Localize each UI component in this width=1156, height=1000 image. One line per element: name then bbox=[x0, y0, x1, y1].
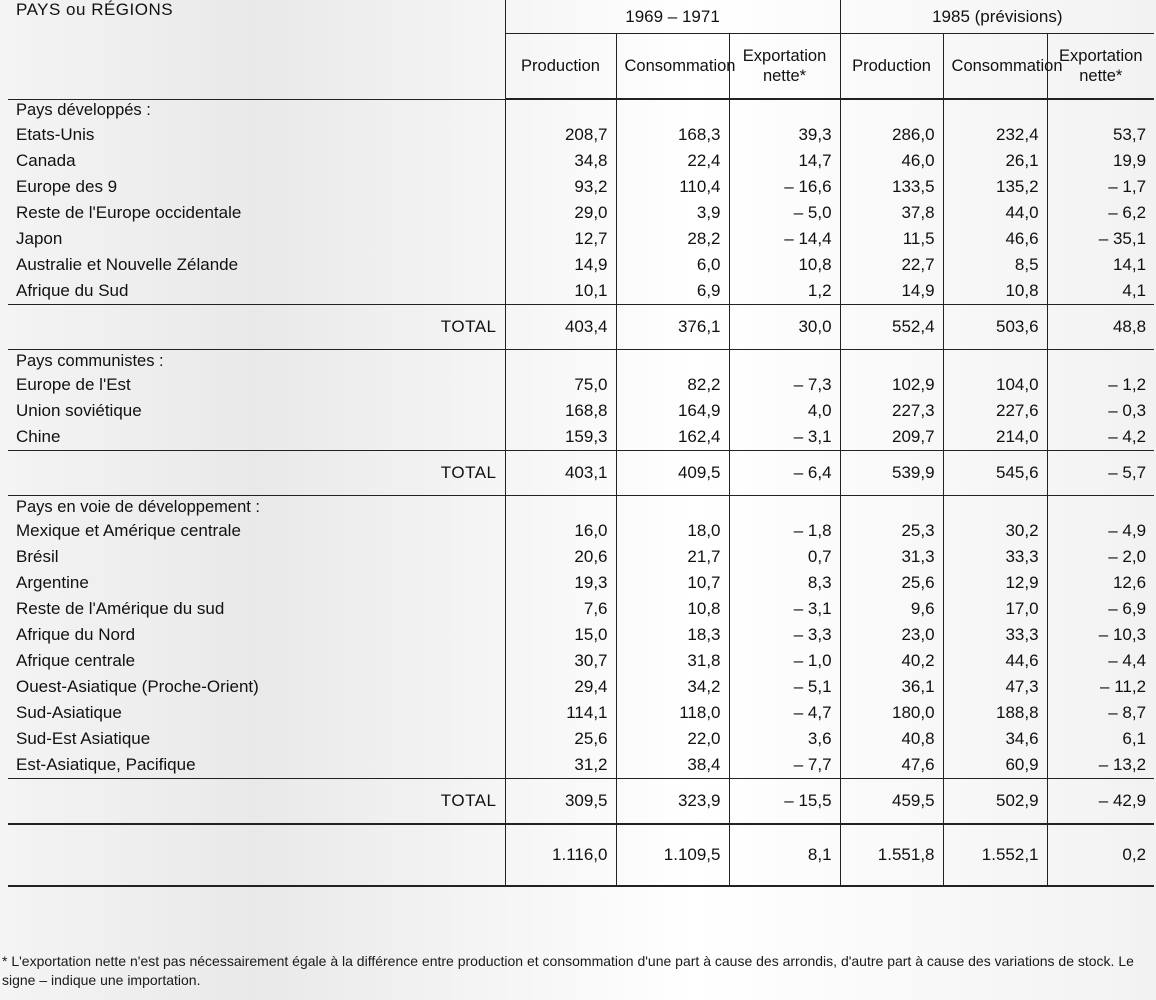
total-value: – 42,9 bbox=[1047, 779, 1154, 825]
value-cell: 29,4 bbox=[505, 674, 616, 700]
value-cell: 10,1 bbox=[505, 278, 616, 305]
row-label: Sud-Asiatique bbox=[8, 700, 505, 726]
header-consommation-1: Consommation bbox=[616, 34, 729, 100]
value-cell: 18,0 bbox=[616, 518, 729, 544]
value-cell: 8,5 bbox=[943, 252, 1047, 278]
value-cell: 208,7 bbox=[505, 122, 616, 148]
value-cell: 22,4 bbox=[616, 148, 729, 174]
value-cell: 10,8 bbox=[943, 278, 1047, 305]
value-cell: 6,9 bbox=[616, 278, 729, 305]
empty-cell bbox=[943, 350, 1047, 373]
data-table bbox=[8, 0, 1154, 887]
value-cell: 10,8 bbox=[729, 252, 840, 278]
value-cell: 40,2 bbox=[840, 648, 943, 674]
value-cell: 180,0 bbox=[840, 700, 943, 726]
value-cell: 9,6 bbox=[840, 596, 943, 622]
empty-cell bbox=[840, 99, 943, 122]
value-cell: 26,1 bbox=[943, 148, 1047, 174]
value-cell: 36,1 bbox=[840, 674, 943, 700]
value-cell: – 0,3 bbox=[1047, 398, 1154, 424]
value-cell: 1,2 bbox=[729, 278, 840, 305]
value-cell: 164,9 bbox=[616, 398, 729, 424]
row-label: Afrique du Nord bbox=[8, 622, 505, 648]
value-cell: 20,6 bbox=[505, 544, 616, 570]
value-cell: 214,0 bbox=[943, 424, 1047, 451]
total-value: 545,6 bbox=[943, 451, 1047, 496]
value-cell: 34,2 bbox=[616, 674, 729, 700]
empty-cell bbox=[1047, 496, 1154, 519]
value-cell: – 5,0 bbox=[729, 200, 840, 226]
value-cell: – 6,2 bbox=[1047, 200, 1154, 226]
value-cell: 10,7 bbox=[616, 570, 729, 596]
value-cell: 31,2 bbox=[505, 752, 616, 779]
value-cell: 162,4 bbox=[616, 424, 729, 451]
table-row bbox=[8, 122, 1154, 148]
value-cell: – 1,2 bbox=[1047, 372, 1154, 398]
value-cell: 46,6 bbox=[943, 226, 1047, 252]
empty-cell bbox=[616, 99, 729, 122]
value-cell: 14,9 bbox=[840, 278, 943, 305]
value-cell: 47,6 bbox=[840, 752, 943, 779]
value-cell: 16,0 bbox=[505, 518, 616, 544]
value-cell: 0,7 bbox=[729, 544, 840, 570]
group-header-row bbox=[8, 99, 1154, 122]
empty-cell bbox=[1047, 99, 1154, 122]
value-cell: 159,3 bbox=[505, 424, 616, 451]
value-cell: – 4,2 bbox=[1047, 424, 1154, 451]
value-cell: 15,0 bbox=[505, 622, 616, 648]
total-label: TOTAL bbox=[8, 451, 505, 496]
table-row bbox=[8, 398, 1154, 424]
value-cell: – 11,2 bbox=[1047, 674, 1154, 700]
value-cell: – 3,3 bbox=[729, 622, 840, 648]
value-cell: 104,0 bbox=[943, 372, 1047, 398]
grand-total-value: 1.116,0 bbox=[505, 824, 616, 886]
value-cell: 227,3 bbox=[840, 398, 943, 424]
grand-total-value: 1.552,1 bbox=[943, 824, 1047, 886]
total-row bbox=[8, 779, 1154, 825]
header-pays: PAYS ou RÉGIONS bbox=[8, 0, 505, 99]
header-production-1: Production bbox=[505, 34, 616, 100]
value-cell: 25,6 bbox=[840, 570, 943, 596]
row-label: Canada bbox=[8, 148, 505, 174]
value-cell: 22,0 bbox=[616, 726, 729, 752]
value-cell: 31,8 bbox=[616, 648, 729, 674]
value-cell: 232,4 bbox=[943, 122, 1047, 148]
value-cell: 12,7 bbox=[505, 226, 616, 252]
table-body bbox=[8, 99, 1154, 886]
value-cell: – 13,2 bbox=[1047, 752, 1154, 779]
value-cell: – 35,1 bbox=[1047, 226, 1154, 252]
grand-total-label bbox=[8, 824, 505, 886]
total-value: 503,6 bbox=[943, 305, 1047, 350]
value-cell: – 3,1 bbox=[729, 596, 840, 622]
value-cell: – 4,9 bbox=[1047, 518, 1154, 544]
value-cell: 4,0 bbox=[729, 398, 840, 424]
value-cell: 25,6 bbox=[505, 726, 616, 752]
value-cell: 29,0 bbox=[505, 200, 616, 226]
value-cell: 102,9 bbox=[840, 372, 943, 398]
empty-cell bbox=[1047, 350, 1154, 373]
empty-cell bbox=[729, 350, 840, 373]
value-cell: 17,0 bbox=[943, 596, 1047, 622]
empty-cell bbox=[943, 99, 1047, 122]
value-cell: 7,6 bbox=[505, 596, 616, 622]
value-cell: – 5,1 bbox=[729, 674, 840, 700]
value-cell: 44,0 bbox=[943, 200, 1047, 226]
value-cell: 53,7 bbox=[1047, 122, 1154, 148]
total-value: 403,1 bbox=[505, 451, 616, 496]
total-label: TOTAL bbox=[8, 305, 505, 350]
value-cell: 6,1 bbox=[1047, 726, 1154, 752]
grand-total-value: 0,2 bbox=[1047, 824, 1154, 886]
row-label: Afrique centrale bbox=[8, 648, 505, 674]
row-label: Australie et Nouvelle Zélande bbox=[8, 252, 505, 278]
value-cell: 3,9 bbox=[616, 200, 729, 226]
total-value: 403,4 bbox=[505, 305, 616, 350]
header-exportation-2: Exportation nette* bbox=[1047, 34, 1154, 100]
value-cell: 14,1 bbox=[1047, 252, 1154, 278]
value-cell: 93,2 bbox=[505, 174, 616, 200]
value-cell: – 14,4 bbox=[729, 226, 840, 252]
value-cell: – 7,7 bbox=[729, 752, 840, 779]
value-cell: – 7,3 bbox=[729, 372, 840, 398]
header-consommation-2: Consommation bbox=[943, 34, 1047, 100]
table-row bbox=[8, 674, 1154, 700]
table-row bbox=[8, 596, 1154, 622]
value-cell: – 4,4 bbox=[1047, 648, 1154, 674]
header-period-1969-1971: 1969 – 1971 bbox=[505, 0, 840, 34]
value-cell: – 6,9 bbox=[1047, 596, 1154, 622]
value-cell: 12,6 bbox=[1047, 570, 1154, 596]
value-cell: 22,7 bbox=[840, 252, 943, 278]
value-cell: 31,3 bbox=[840, 544, 943, 570]
table-row bbox=[8, 372, 1154, 398]
row-label: Argentine bbox=[8, 570, 505, 596]
value-cell: – 1,7 bbox=[1047, 174, 1154, 200]
value-cell: 40,8 bbox=[840, 726, 943, 752]
total-value: 323,9 bbox=[616, 779, 729, 825]
grand-total-value: 8,1 bbox=[729, 824, 840, 886]
header-exportation-1: Exportation nette* bbox=[729, 34, 840, 100]
value-cell: 10,8 bbox=[616, 596, 729, 622]
empty-cell bbox=[505, 99, 616, 122]
empty-cell bbox=[505, 496, 616, 519]
value-cell: 8,3 bbox=[729, 570, 840, 596]
value-cell: 82,2 bbox=[616, 372, 729, 398]
value-cell: 188,8 bbox=[943, 700, 1047, 726]
value-cell: 4,1 bbox=[1047, 278, 1154, 305]
empty-cell bbox=[505, 350, 616, 373]
table-row bbox=[8, 544, 1154, 570]
group-title: Pays en voie de développement : bbox=[8, 496, 505, 519]
total-row bbox=[8, 451, 1154, 496]
row-label: Reste de l'Europe occidentale bbox=[8, 200, 505, 226]
total-label: TOTAL bbox=[8, 779, 505, 825]
grand-total-value: 1.109,5 bbox=[616, 824, 729, 886]
table-row bbox=[8, 648, 1154, 674]
row-label: Mexique et Amérique centrale bbox=[8, 518, 505, 544]
row-label: Chine bbox=[8, 424, 505, 451]
value-cell: 110,4 bbox=[616, 174, 729, 200]
table-row bbox=[8, 200, 1154, 226]
value-cell: 14,7 bbox=[729, 148, 840, 174]
table-row bbox=[8, 278, 1154, 305]
value-cell: 30,7 bbox=[505, 648, 616, 674]
table-row bbox=[8, 518, 1154, 544]
value-cell: 227,6 bbox=[943, 398, 1047, 424]
empty-cell bbox=[943, 496, 1047, 519]
value-cell: – 2,0 bbox=[1047, 544, 1154, 570]
total-value: – 15,5 bbox=[729, 779, 840, 825]
total-value: 409,5 bbox=[616, 451, 729, 496]
total-value: 30,0 bbox=[729, 305, 840, 350]
row-label: Est-Asiatique, Pacifique bbox=[8, 752, 505, 779]
total-value: 376,1 bbox=[616, 305, 729, 350]
value-cell: 25,3 bbox=[840, 518, 943, 544]
value-cell: 23,0 bbox=[840, 622, 943, 648]
value-cell: 3,6 bbox=[729, 726, 840, 752]
value-cell: 135,2 bbox=[943, 174, 1047, 200]
empty-cell bbox=[729, 496, 840, 519]
group-header-row bbox=[8, 350, 1154, 373]
value-cell: 30,2 bbox=[943, 518, 1047, 544]
value-cell: 33,3 bbox=[943, 622, 1047, 648]
row-label: Europe de l'Est bbox=[8, 372, 505, 398]
row-label: Etats-Unis bbox=[8, 122, 505, 148]
row-label: Japon bbox=[8, 226, 505, 252]
value-cell: 34,6 bbox=[943, 726, 1047, 752]
total-row bbox=[8, 305, 1154, 350]
value-cell: 133,5 bbox=[840, 174, 943, 200]
value-cell: 118,0 bbox=[616, 700, 729, 726]
value-cell: 46,0 bbox=[840, 148, 943, 174]
value-cell: 6,0 bbox=[616, 252, 729, 278]
footnote: * L'exportation nette n'est pas nécessairement égale à la différence entre production et consommation d'une part à cause des arrondis, d'autre part à cause des variations de stock. Le signe – indique une importation. bbox=[2, 953, 1134, 988]
value-cell: 114,1 bbox=[505, 700, 616, 726]
value-cell: 14,9 bbox=[505, 252, 616, 278]
value-cell: – 4,7 bbox=[729, 700, 840, 726]
table-row bbox=[8, 252, 1154, 278]
value-cell: 18,3 bbox=[616, 622, 729, 648]
value-cell: – 1,8 bbox=[729, 518, 840, 544]
value-cell: 75,0 bbox=[505, 372, 616, 398]
value-cell: 19,9 bbox=[1047, 148, 1154, 174]
value-cell: 34,8 bbox=[505, 148, 616, 174]
total-value: 459,5 bbox=[840, 779, 943, 825]
total-value: 539,9 bbox=[840, 451, 943, 496]
value-cell: – 8,7 bbox=[1047, 700, 1154, 726]
value-cell: 19,3 bbox=[505, 570, 616, 596]
value-cell: 12,9 bbox=[943, 570, 1047, 596]
value-cell: 286,0 bbox=[840, 122, 943, 148]
table-row bbox=[8, 424, 1154, 451]
table-row bbox=[8, 726, 1154, 752]
table-row bbox=[8, 570, 1154, 596]
header-production-2: Production bbox=[840, 34, 943, 100]
group-title: Pays communistes : bbox=[8, 350, 505, 373]
value-cell: 21,7 bbox=[616, 544, 729, 570]
value-cell: 168,8 bbox=[505, 398, 616, 424]
table-row bbox=[8, 700, 1154, 726]
empty-cell bbox=[729, 99, 840, 122]
table-row bbox=[8, 174, 1154, 200]
value-cell: – 3,1 bbox=[729, 424, 840, 451]
row-label: Union soviétique bbox=[8, 398, 505, 424]
value-cell: 28,2 bbox=[616, 226, 729, 252]
row-label: Ouest-Asiatique (Proche-Orient) bbox=[8, 674, 505, 700]
row-label: Afrique du Sud bbox=[8, 278, 505, 305]
value-cell: 209,7 bbox=[840, 424, 943, 451]
value-cell: 37,8 bbox=[840, 200, 943, 226]
row-label: Brésil bbox=[8, 544, 505, 570]
total-value: – 6,4 bbox=[729, 451, 840, 496]
total-value: – 5,7 bbox=[1047, 451, 1154, 496]
table-row bbox=[8, 226, 1154, 252]
empty-cell bbox=[840, 496, 943, 519]
grand-total-row bbox=[8, 824, 1154, 886]
value-cell: – 1,0 bbox=[729, 648, 840, 674]
total-value: 502,9 bbox=[943, 779, 1047, 825]
table-row bbox=[8, 148, 1154, 174]
value-cell: – 16,6 bbox=[729, 174, 840, 200]
value-cell: 33,3 bbox=[943, 544, 1047, 570]
empty-cell bbox=[616, 350, 729, 373]
header-row-periods bbox=[8, 0, 1154, 34]
row-label: Reste de l'Amérique du sud bbox=[8, 596, 505, 622]
row-label: Sud-Est Asiatique bbox=[8, 726, 505, 752]
total-value: 48,8 bbox=[1047, 305, 1154, 350]
total-value: 309,5 bbox=[505, 779, 616, 825]
group-title: Pays développés : bbox=[8, 99, 505, 122]
table-row bbox=[8, 622, 1154, 648]
total-value: 552,4 bbox=[840, 305, 943, 350]
header-period-1985: 1985 (prévisions) bbox=[840, 0, 1154, 34]
grand-total-value: 1.551,8 bbox=[840, 824, 943, 886]
group-header-row bbox=[8, 496, 1154, 519]
value-cell: 39,3 bbox=[729, 122, 840, 148]
value-cell: 47,3 bbox=[943, 674, 1047, 700]
table-row bbox=[8, 752, 1154, 779]
value-cell: 60,9 bbox=[943, 752, 1047, 779]
empty-cell bbox=[616, 496, 729, 519]
value-cell: 11,5 bbox=[840, 226, 943, 252]
value-cell: 168,3 bbox=[616, 122, 729, 148]
value-cell: – 10,3 bbox=[1047, 622, 1154, 648]
value-cell: 44,6 bbox=[943, 648, 1047, 674]
empty-cell bbox=[840, 350, 943, 373]
row-label: Europe des 9 bbox=[8, 174, 505, 200]
value-cell: 38,4 bbox=[616, 752, 729, 779]
